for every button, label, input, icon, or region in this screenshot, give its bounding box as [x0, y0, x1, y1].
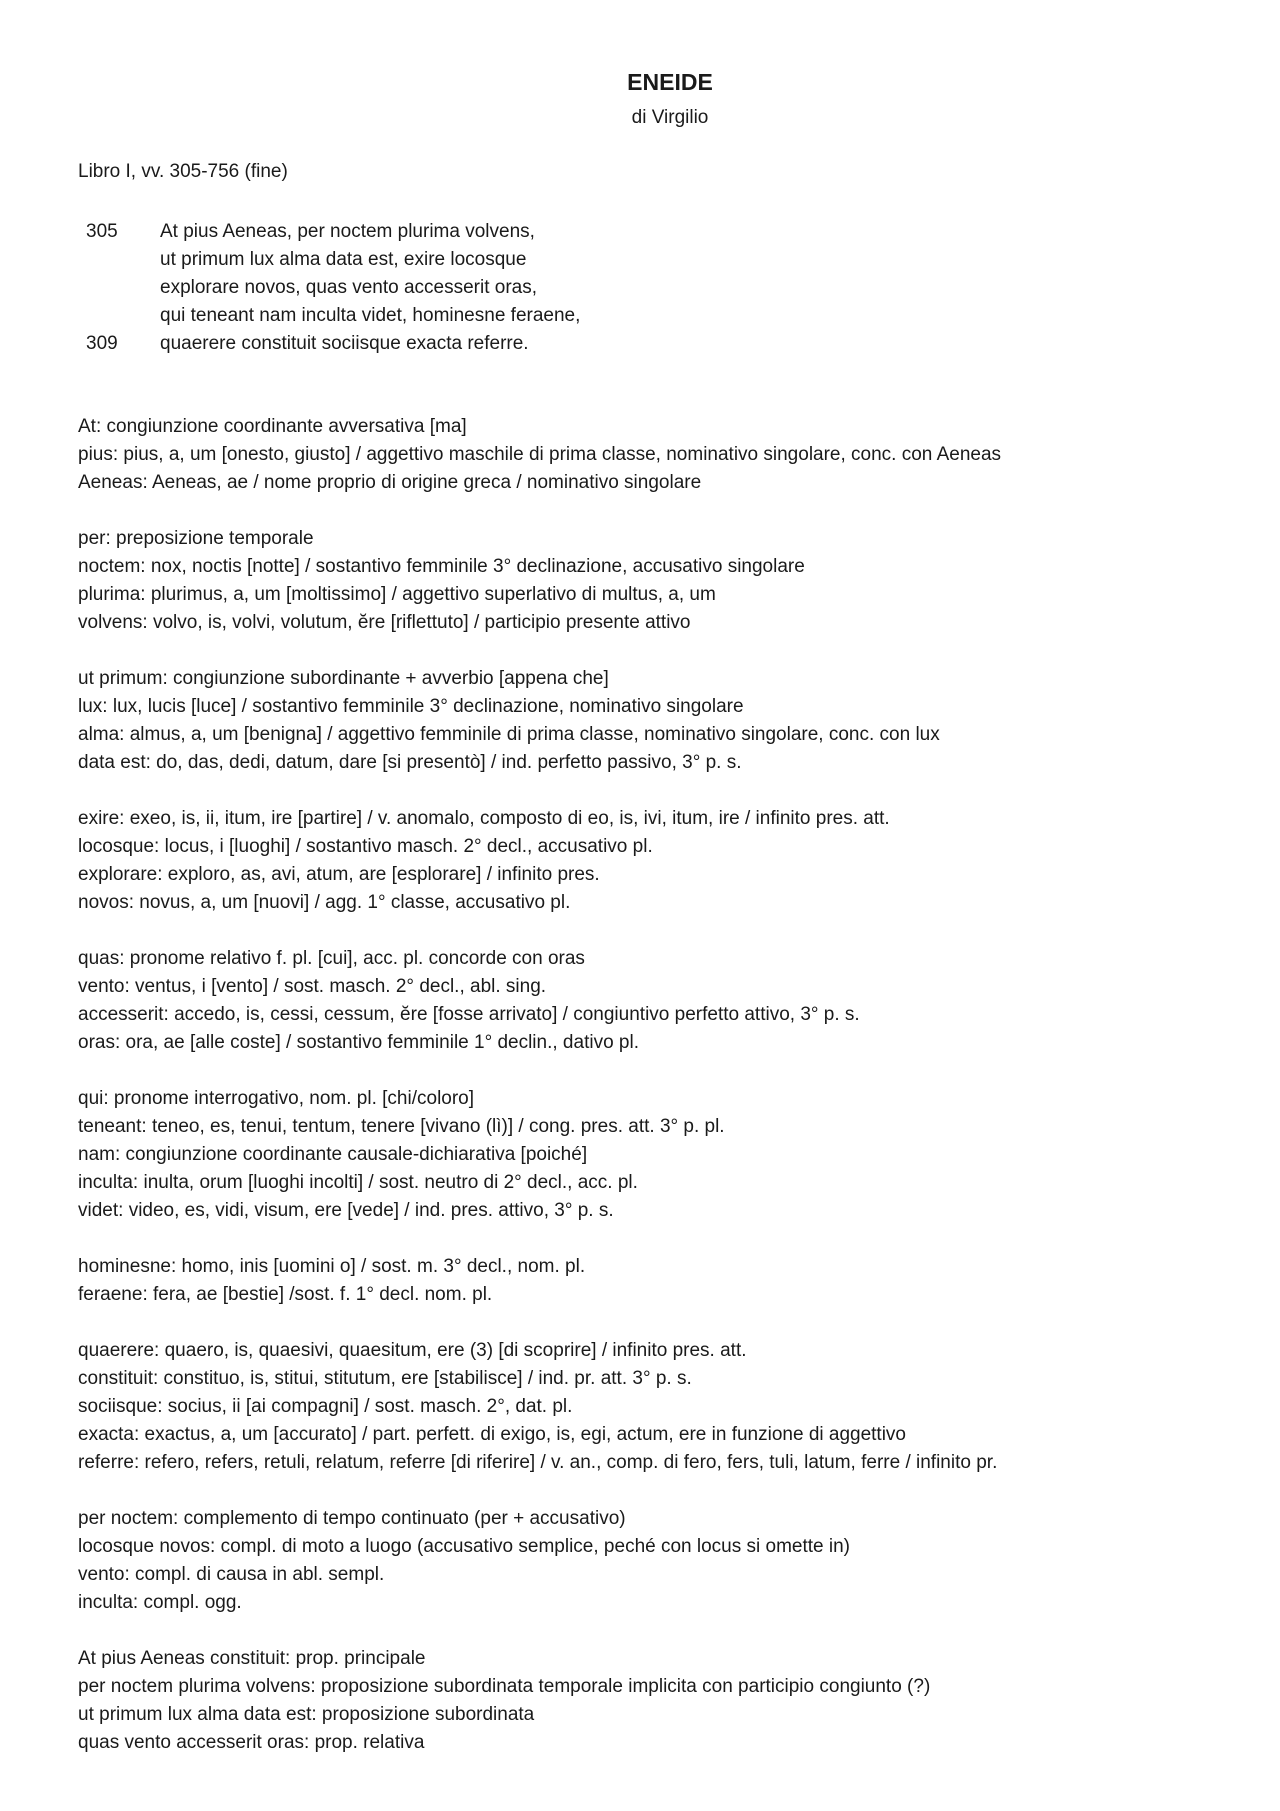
note-line: pius: pius, a, um [onesto, giusto] / aggettivo maschile di prima classe, nominativo singolare, conc. con Aeneas	[78, 444, 1002, 465]
verse-text: explorare novos, quas vento accesserit oras,	[160, 277, 538, 298]
note-group	[78, 525, 1238, 637]
note-line: hominesne: homo, inis [uomini o] / sost. m. 3° decl., nom. pl.	[78, 1256, 586, 1277]
note-line: exacta: exactus, a, um [accurato] / part. perfett. di exigo, is, egi, actum, ere in funzione di aggettivo	[78, 1424, 906, 1445]
verse-text: qui teneant nam inculta videt, hominesne feraene,	[160, 305, 581, 326]
note-line: videt: video, es, vidi, visum, ere [vede] / ind. pres. attivo, 3° p. s.	[78, 1200, 614, 1221]
document-title: ENEIDE	[627, 69, 713, 95]
note-line: quas: pronome relativo f. pl. [cui], acc. pl. concorde con oras	[78, 948, 585, 969]
note-line: constituit: constituo, is, stitui, stitutum, ere [stabilisce] / ind. pr. att. 3° p. s.	[78, 1368, 692, 1389]
verse-number: 309	[86, 333, 118, 354]
book-reference: Libro I, vv. 305-756 (fine)	[78, 161, 288, 182]
note-line: qui: pronome interrogativo, nom. pl. [chi/coloro]	[78, 1088, 475, 1109]
grammar-notes	[78, 413, 1238, 1785]
verse-line	[78, 302, 1178, 330]
verse-number	[78, 246, 160, 274]
note-line: per: preposizione temporale	[78, 528, 314, 549]
note-line: per noctem plurima volvens: proposizione subordinata temporale implicita con participio congiunto (?)	[78, 1676, 931, 1697]
note-group	[78, 805, 1238, 917]
verse-text: ut primum lux alma data est, exire locosque	[160, 249, 527, 270]
note-group	[78, 1505, 1238, 1617]
document-subtitle: di Virgilio	[631, 107, 709, 128]
note-line: quaerere: quaero, is, quaesivi, quaesitum, ere (3) [di scoprire] / infinito pres. att.	[78, 1340, 747, 1361]
verse-number	[78, 274, 160, 302]
note-line: inculta: compl. ogg.	[78, 1592, 242, 1613]
note-group	[78, 1337, 1238, 1477]
note-line: exire: exeo, is, ii, itum, ire [partire] / v. anomalo, composto di eo, is, ivi, itum, ire / infinito pres. att.	[78, 808, 890, 829]
note-line: feraene: fera, ae [bestie] /sost. f. 1° decl. nom. pl.	[78, 1284, 493, 1305]
note-line: referre: refero, refers, retuli, relatum, referre [di riferire] / v. an., comp. di fero, fers, tuli, latum, ferre / infinito pr.	[78, 1452, 998, 1473]
latin-verses	[78, 218, 1178, 358]
note-line: nam: congiunzione coordinante causale-dichiarativa [poiché]	[78, 1144, 588, 1165]
note-line: oras: ora, ae [alle coste] / sostantivo femminile 1° declin., dativo pl.	[78, 1032, 639, 1053]
note-line: data est: do, das, dedi, datum, dare [si presentò] / ind. perfetto passivo, 3° p. s.	[78, 752, 742, 773]
note-group	[78, 1253, 1238, 1309]
note-line: vento: compl. di causa in abl. sempl.	[78, 1564, 385, 1585]
verse-number	[78, 302, 160, 330]
note-line: At pius Aeneas constituit: prop. principale	[78, 1648, 426, 1669]
note-line: locosque: locus, i [luoghi] / sostantivo masch. 2° decl., accusativo pl.	[78, 836, 653, 857]
note-line: quas vento accesserit oras: prop. relativa	[78, 1732, 425, 1753]
note-line: volvens: volvo, is, volvi, volutum, ĕre [riflettuto] / participio presente attivo	[78, 612, 691, 633]
note-line: sociisque: socius, ii [ai compagni] / sost. masch. 2°, dat. pl.	[78, 1396, 573, 1417]
note-line: ut primum lux alma data est: proposizione subordinata	[78, 1704, 535, 1725]
note-group	[78, 665, 1238, 777]
note-line: teneant: teneo, es, tenui, tentum, tenere [vivano (lì)] / cong. pres. att. 3° p. pl.	[78, 1116, 725, 1137]
note-line: accesserit: accedo, is, cessi, cessum, ĕre [fosse arrivato] / congiuntivo perfetto attivo, 3° p. s.	[78, 1004, 860, 1025]
note-line: explorare: exploro, as, avi, atum, are [esplorare] / infinito pres.	[78, 864, 600, 885]
verse-line	[78, 274, 1178, 302]
note-line: lux: lux, lucis [luce] / sostantivo femminile 3° declinazione, nominativo singolare	[78, 696, 744, 717]
note-group	[78, 1645, 1238, 1757]
note-line: novos: novus, a, um [nuovi] / agg. 1° classe, accusativo pl.	[78, 892, 571, 913]
note-line: alma: almus, a, um [benigna] / aggettivo femminile di prima classe, nominativo singolare, conc. con lux	[78, 724, 940, 745]
note-line: plurima: plurimus, a, um [moltissimo] / aggettivo superlativo di multus, a, um	[78, 584, 716, 605]
verse-line	[78, 218, 1178, 246]
note-group	[78, 413, 1238, 497]
note-line: ut primum: congiunzione subordinante + avverbio [appena che]	[78, 668, 609, 689]
note-line: Aeneas: Aeneas, ae / nome proprio di origine greca / nominativo singolare	[78, 472, 702, 493]
verse-line	[78, 330, 1178, 358]
verse-number: 305	[86, 221, 118, 242]
note-line: vento: ventus, i [vento] / sost. masch. 2° decl., abl. sing.	[78, 976, 547, 997]
note-line: per noctem: complemento di tempo continuato (per + accusativo)	[78, 1508, 626, 1529]
note-line: At: congiunzione coordinante avversativa [ma]	[78, 416, 467, 437]
note-line: noctem: nox, noctis [notte] / sostantivo femminile 3° declinazione, accusativo singolare	[78, 556, 805, 577]
note-group	[78, 1085, 1238, 1225]
verse-text: At pius Aeneas, per noctem plurima volvens,	[160, 221, 535, 242]
note-line: inculta: inulta, orum [luoghi incolti] / sost. neutro di 2° decl., acc. pl.	[78, 1172, 638, 1193]
note-group	[78, 945, 1238, 1057]
verse-line	[78, 246, 1178, 274]
note-line: locosque novos: compl. di moto a luogo (accusativo semplice, peché con locus si omette in)	[78, 1536, 851, 1557]
verse-text: quaerere constituit sociisque exacta referre.	[160, 333, 529, 354]
